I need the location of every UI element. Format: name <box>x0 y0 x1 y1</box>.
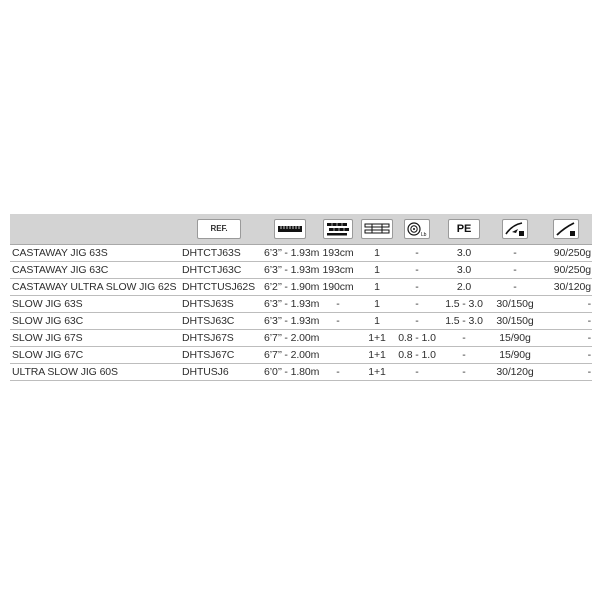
ruler-icon <box>274 219 306 239</box>
pe-line-icon: PE <box>448 219 480 239</box>
pieces-count: 1+1 <box>358 347 396 364</box>
transport-length: 193cm <box>318 245 358 262</box>
header-pieces-cell <box>358 214 396 245</box>
pieces-count: 1+1 <box>358 364 396 381</box>
transport-length: - <box>318 364 358 381</box>
reference-code: DHTCTJ63S <box>176 245 262 262</box>
lure-weight: - <box>540 313 592 330</box>
pieces-count: 1+1 <box>358 330 396 347</box>
rod-length: 6’0’’ - 1.80m <box>262 364 318 381</box>
line-weight: - <box>396 245 438 262</box>
line-weight: - <box>396 279 438 296</box>
jig-weight: 15/90g <box>490 347 540 364</box>
table-row <box>10 296 592 313</box>
jig-weight: 30/150g <box>490 313 540 330</box>
transport-length: - <box>318 313 358 330</box>
rod-spec-table <box>10 214 592 381</box>
reference-code: DHTSJ63C <box>176 313 262 330</box>
jig-weight: 30/150g <box>490 296 540 313</box>
table-row <box>10 262 592 279</box>
pe-rating: 2.0 <box>438 279 490 296</box>
rod-length: 6’7’’ - 2.00m <box>262 330 318 347</box>
line-weight: 0.8 - 1.0 <box>396 330 438 347</box>
pe-rating: 3.0 <box>438 262 490 279</box>
header-transport-cell <box>318 214 358 245</box>
jig-weight: - <box>490 262 540 279</box>
pe-rating: - <box>438 347 490 364</box>
line-weight: - <box>396 296 438 313</box>
pieces-count: 1 <box>358 296 396 313</box>
rod-length: 6’7’’ - 2.00m <box>262 347 318 364</box>
lure-weight: - <box>540 296 592 313</box>
model-name: CASTAWAY JIG 63S <box>10 245 176 262</box>
header-length-cell <box>262 214 318 245</box>
pe-rating: 3.0 <box>438 245 490 262</box>
pe-rating: 1.5 - 3.0 <box>438 296 490 313</box>
line-weight: - <box>396 364 438 381</box>
pe-rating: - <box>438 364 490 381</box>
model-name: CASTAWAY JIG 63C <box>10 262 176 279</box>
jig-weight: - <box>490 279 540 296</box>
table-row <box>10 347 592 364</box>
rod-length: 6’3’’ - 1.93m <box>262 262 318 279</box>
jig-weight: 30/120g <box>490 364 540 381</box>
header-name-cell <box>10 214 176 245</box>
transport-length: 193cm <box>318 262 358 279</box>
model-name: CASTAWAY ULTRA SLOW JIG 62S <box>10 279 176 296</box>
header-jig-cell <box>490 214 540 245</box>
rod-length: 6’3’’ - 1.93m <box>262 245 318 262</box>
table-row <box>10 364 592 381</box>
pieces-count: 1 <box>358 245 396 262</box>
line-weight: - <box>396 313 438 330</box>
pieces-count: 1 <box>358 279 396 296</box>
model-name: SLOW JIG 63S <box>10 296 176 313</box>
lure-weight: 90/250g <box>540 262 592 279</box>
lure-weight: 30/120g <box>540 279 592 296</box>
transport-length <box>318 347 358 364</box>
lure-weight: - <box>540 347 592 364</box>
lure-weight: - <box>540 364 592 381</box>
model-name: SLOW JIG 63C <box>10 313 176 330</box>
casting-weight-icon <box>553 219 579 239</box>
header-row <box>10 214 592 245</box>
table-row <box>10 245 592 262</box>
table-row <box>10 313 592 330</box>
pieces-count: 1 <box>358 313 396 330</box>
transport-length <box>318 330 358 347</box>
pe-rating: - <box>438 330 490 347</box>
svg-text:Lb: Lb <box>421 232 427 238</box>
reference-code: DHTSJ67S <box>176 330 262 347</box>
rod-length: 6’3’’ - 1.93m <box>262 313 318 330</box>
ref-header-badge: REF. <box>197 219 241 239</box>
lure-weight: - <box>540 330 592 347</box>
reference-code: DHTCTJ63C <box>176 262 262 279</box>
jig-weight-icon <box>502 219 528 239</box>
pe-rating: 1.5 - 3.0 <box>438 313 490 330</box>
reference-code: DHTSJ67C <box>176 347 262 364</box>
pieces-count: 1 <box>358 262 396 279</box>
lure-weight: 90/250g <box>540 245 592 262</box>
sections-icon <box>323 219 353 239</box>
model-name: SLOW JIG 67S <box>10 330 176 347</box>
line-weight: 0.8 - 1.0 <box>396 347 438 364</box>
table-row <box>10 279 592 296</box>
reference-code: DHTSJ63S <box>176 296 262 313</box>
jig-weight: - <box>490 245 540 262</box>
jig-weight: 15/90g <box>490 330 540 347</box>
reference-code: DHTCTUSJ62S <box>176 279 262 296</box>
header-lure-cell <box>540 214 592 245</box>
transport-length: - <box>318 296 358 313</box>
line-weight: - <box>396 262 438 279</box>
table-body <box>10 245 592 381</box>
reference-code: DHTUSJ6 <box>176 364 262 381</box>
model-name: SLOW JIG 67C <box>10 347 176 364</box>
header-line-cell <box>396 214 438 245</box>
header-ref-cell <box>176 214 262 245</box>
table-row <box>10 330 592 347</box>
transport-length: 190cm <box>318 279 358 296</box>
rod-handle-icon <box>361 219 393 239</box>
rod-length: 6’3’’ - 1.93m <box>262 296 318 313</box>
rod-length: 6’2’’ - 1.90m <box>262 279 318 296</box>
header-pe-cell <box>438 214 490 245</box>
model-name: ULTRA SLOW JIG 60S <box>10 364 176 381</box>
line-weight-icon <box>404 219 430 239</box>
